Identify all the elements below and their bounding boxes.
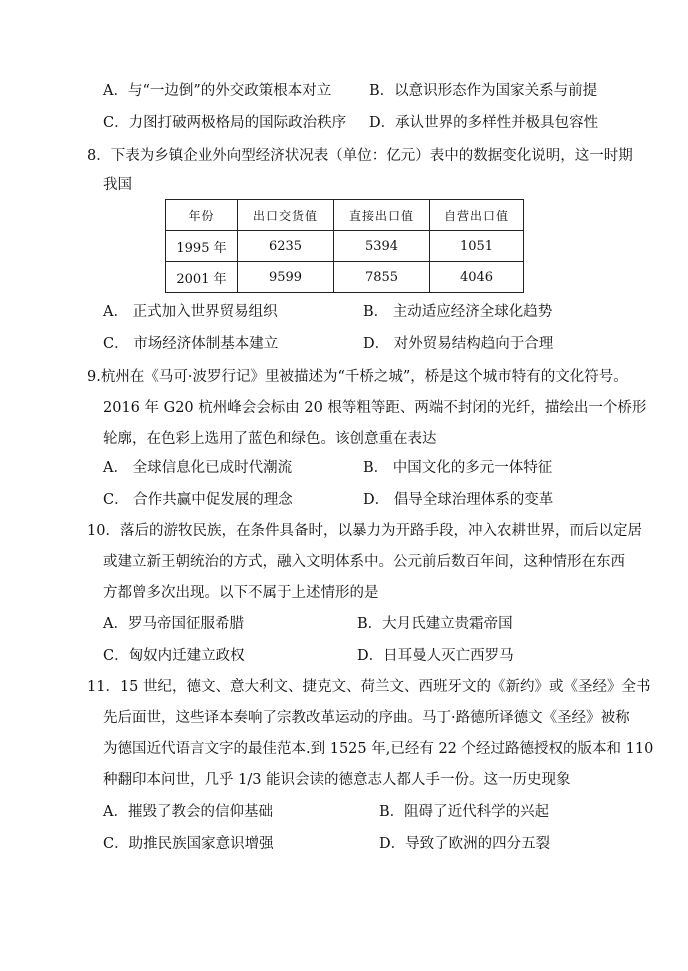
table-cell: 1051 bbox=[430, 231, 524, 262]
q11-option-c: C．助推民族国家意识增强 bbox=[103, 836, 274, 852]
q10-option-c: C．匈奴内迁建立政权 bbox=[103, 648, 245, 664]
q9-option-d: D． 倡导全球治理体系的变革 bbox=[363, 492, 554, 508]
q8-option-a: A． 正式加入世界贸易组织 bbox=[103, 304, 278, 320]
table-header-cell: 自营出口值 bbox=[430, 200, 524, 231]
q9-stem-line-3: 轮廓，在色彩上选用了蓝色和绿色。该创意重在表达 bbox=[103, 431, 437, 447]
q11-stem-line-2: 先后面世，这些译本奏响了宗教改革运动的序曲。马丁·路德所译德文《圣经》被称 bbox=[103, 710, 630, 726]
table-cell: 7855 bbox=[334, 262, 430, 293]
q8-stem-line-1: 8．下表为乡镇企业外向型经济状况表（单位：亿元）表中的数据变化说明，这一时期 bbox=[87, 148, 633, 164]
table-row bbox=[166, 231, 524, 262]
q8-option-d: D． 对外贸易结构趋向于合理 bbox=[363, 336, 554, 352]
q11-stem-line-4: 种翻印本问世，几乎 1/3 能识会读的德意志人都人手一份。这一历史现象 bbox=[103, 772, 571, 788]
table-header-cell: 出口交货值 bbox=[238, 200, 334, 231]
table-cell: 2001 年 bbox=[166, 262, 238, 293]
q10-option-a: A．罗马帝国征服希腊 bbox=[103, 616, 244, 632]
q10-option-d: D．日耳曼人灭亡西罗马 bbox=[357, 648, 514, 664]
table-cell: 4046 bbox=[430, 262, 524, 293]
table-cell: 9599 bbox=[238, 262, 334, 293]
q10-stem-line-1: 10．落后的游牧民族，在条件具备时，以暴力为开路手段，冲入农耕世界，而后以定居 bbox=[87, 523, 642, 539]
table-header-cell: 年份 bbox=[166, 200, 238, 231]
q9-stem-line-2: 2016 年 G20 杭州峰会会标由 20 根等粗等距、两端不封闭的光纤，描绘出一个桥形 bbox=[103, 400, 647, 416]
table-cell: 5394 bbox=[334, 231, 430, 262]
q9-stem-line-1: 9.杭州在《马可·波罗行记》里被描述为“千桥之城”，桥是这个城市特有的文化符号。 bbox=[87, 369, 628, 385]
q10-stem-line-3: 方都曾多次出现。以下不属于上述情形的是 bbox=[103, 585, 379, 601]
q7-option-b: B．以意识形态作为国家关系与前提 bbox=[369, 83, 598, 99]
table-header-cell: 直接出口值 bbox=[334, 200, 430, 231]
q7-option-a: A．与“一边倒”的外交政策根本对立 bbox=[103, 83, 332, 99]
q8-option-b: B． 主动适应经济全球化趋势 bbox=[363, 304, 553, 320]
table-cell: 6235 bbox=[238, 231, 334, 262]
table-header-row bbox=[166, 200, 524, 231]
q8-option-c: C． 市场经济体制基本建立 bbox=[103, 336, 279, 352]
q9-option-c: C． 合作共赢中促发展的理念 bbox=[103, 492, 293, 508]
q8-stem-line-2: 我国 bbox=[103, 177, 132, 193]
q11-stem-line-3: 为德国近代语言文字的最佳范本.到 1525 年,已经有 22 个经过路德授权的版本和 110 bbox=[103, 741, 654, 757]
table-row bbox=[166, 262, 524, 293]
q11-option-d: D．导致了欧洲的四分五裂 bbox=[379, 836, 551, 852]
q9-option-b: B． 中国文化的多元一体特征 bbox=[363, 460, 553, 476]
q7-option-d: D．承认世界的多样性并极具包容性 bbox=[369, 115, 599, 131]
q8-data-table bbox=[165, 199, 524, 293]
q9-option-a: A． 全球信息化已成时代潮流 bbox=[103, 460, 293, 476]
q10-option-b: B．大月氏建立贵霜帝国 bbox=[357, 616, 513, 632]
q11-option-b: B．阻碍了近代科学的兴起 bbox=[379, 804, 550, 820]
q10-stem-line-2: 或建立新王朝统治的方式，融入文明体系中。公元前后数百年间，这种情形在东西 bbox=[103, 554, 625, 570]
q7-option-c: C．力图打破两极格局的国际政治秩序 bbox=[103, 115, 347, 131]
table-cell: 1995 年 bbox=[166, 231, 238, 262]
q11-stem-line-1: 11．15 世纪，德文、意大利文、捷克文、荷兰文、西班牙文的《新约》或《圣经》全书 bbox=[87, 679, 651, 695]
q11-option-a: A．摧毁了教会的信仰基础 bbox=[103, 804, 273, 820]
